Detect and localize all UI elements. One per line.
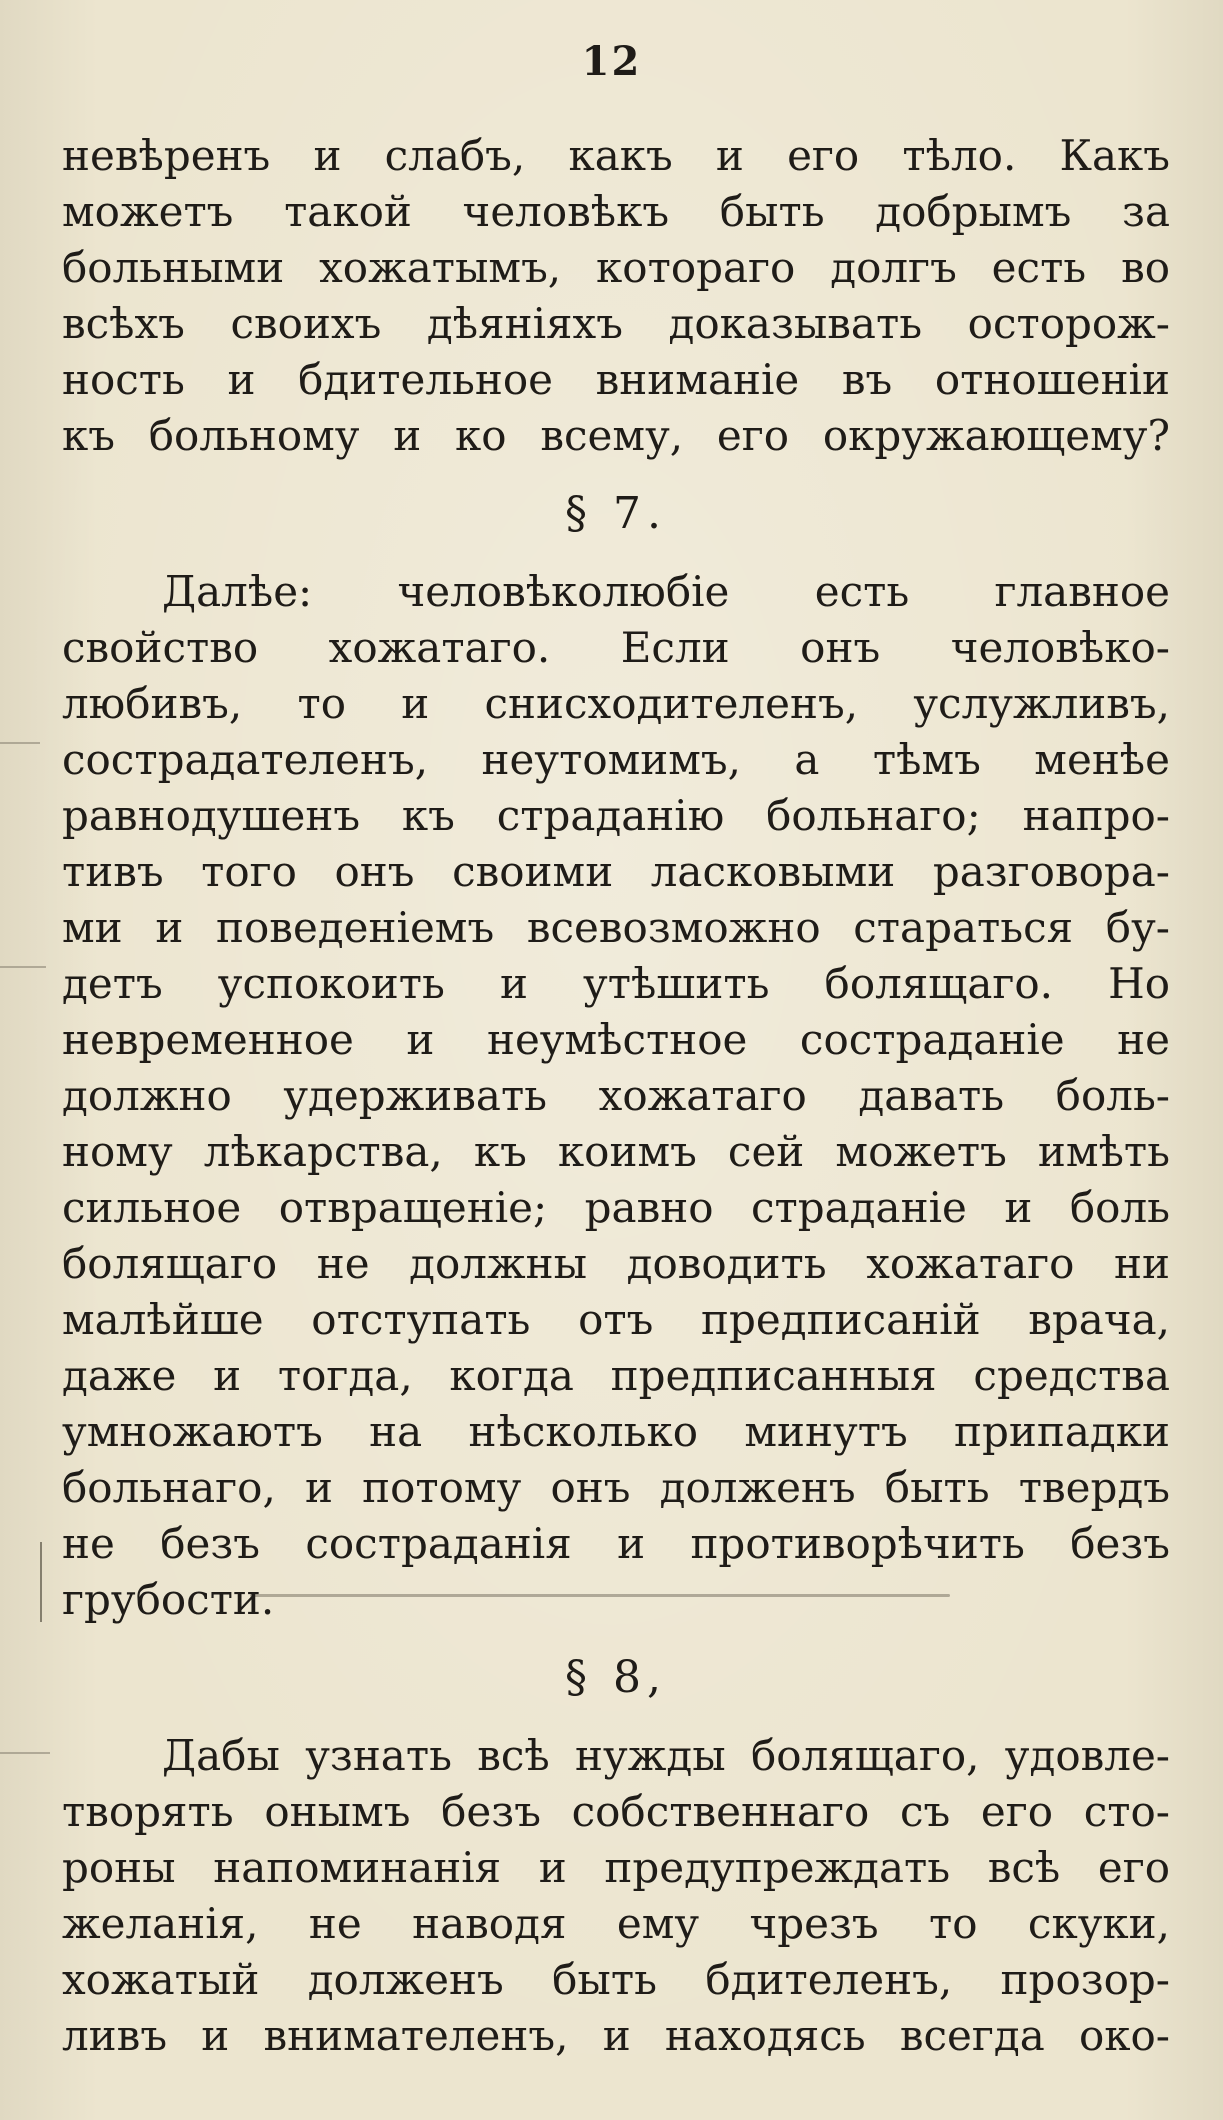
page-number: 12 [581, 38, 642, 85]
text-line: желанія, не наводя ему чрезъ то скуки, [62, 1899, 1170, 1948]
margin-pencil-mark [0, 1752, 50, 1754]
text-line: невременное и неумѣстное состраданіе не [62, 1015, 1170, 1064]
text-line: равнодушенъ къ страданію больнаго; напро- [62, 791, 1170, 840]
text-line: ми и поведеніемъ всевозможно стараться бу- [62, 903, 1170, 952]
text-line: творять онымъ безъ собственнаго съ его сто- [62, 1787, 1170, 1836]
page-text [62, 128, 1170, 2064]
text-line: должно удерживать хожатаго давать боль- [62, 1071, 1170, 1120]
text-line: не безъ состраданія и противорѣчить безъ [62, 1519, 1170, 1568]
text-line: невѣренъ и слабъ, какъ и его тѣло. Какъ [62, 131, 1170, 180]
text-line: сострадателенъ, неутомимъ, а тѣмъ менѣе [62, 735, 1170, 784]
text-line: къ больному и ко всему, его окружающему? [62, 411, 1170, 460]
text-line: роны напоминанія и предупреждать всѣ его [62, 1843, 1170, 1892]
text-line: больнаго, и потому онъ долженъ быть твердъ [62, 1463, 1170, 1512]
text-line: всѣхъ своихъ дѣяніяхъ доказывать осторож- [62, 299, 1170, 348]
text-line: Далѣе: человѣколюбіе есть главное [162, 567, 1170, 616]
text-line: больными хожатымъ, котораго долгъ есть во [62, 243, 1170, 292]
section-heading-7: § 7. [565, 488, 667, 539]
text-line: даже и тогда, когда предписанныя средства [62, 1351, 1170, 1400]
text-line: ливъ и внимателенъ, и находясь всегда око- [62, 2011, 1170, 2060]
text-line: любивъ, то и снисходителенъ, услужливъ, [62, 679, 1170, 728]
text-line: тивъ того онъ своими ласковыми разговора- [62, 847, 1170, 896]
margin-pencil-mark [0, 966, 46, 968]
text-line: свойство хожатаго. Если онъ человѣко- [62, 623, 1170, 672]
margin-pencil-mark [0, 742, 40, 744]
text-line: Дабы узнать всѣ нужды болящаго, удовле- [162, 1731, 1170, 1780]
text-line: ному лѣкарства, къ коимъ сей можетъ имѣть [62, 1127, 1170, 1176]
text-line: детъ успокоить и утѣшить болящаго. Но [62, 959, 1170, 1008]
section-heading-8: § 8, [565, 1652, 667, 1703]
text-line: хожатый долженъ быть бдителенъ, прозор- [62, 1955, 1170, 2004]
text-line: можетъ такой человѣкъ быть добрымъ за [62, 187, 1170, 236]
text-line: малѣйше отступать отъ предписаній врача, [62, 1295, 1170, 1344]
text-line: умножаютъ на нѣсколько минутъ припадки [62, 1407, 1170, 1456]
margin-pencil-bar [40, 1542, 42, 1622]
text-line: сильное отвращеніе; равно страданіе и боль [62, 1183, 1170, 1232]
text-line: грубости. [62, 1575, 275, 1624]
text-line: болящаго не должны доводить хожатаго ни [62, 1239, 1170, 1288]
text-line: ность и бдительное вниманіе въ отношеніи [62, 355, 1170, 404]
